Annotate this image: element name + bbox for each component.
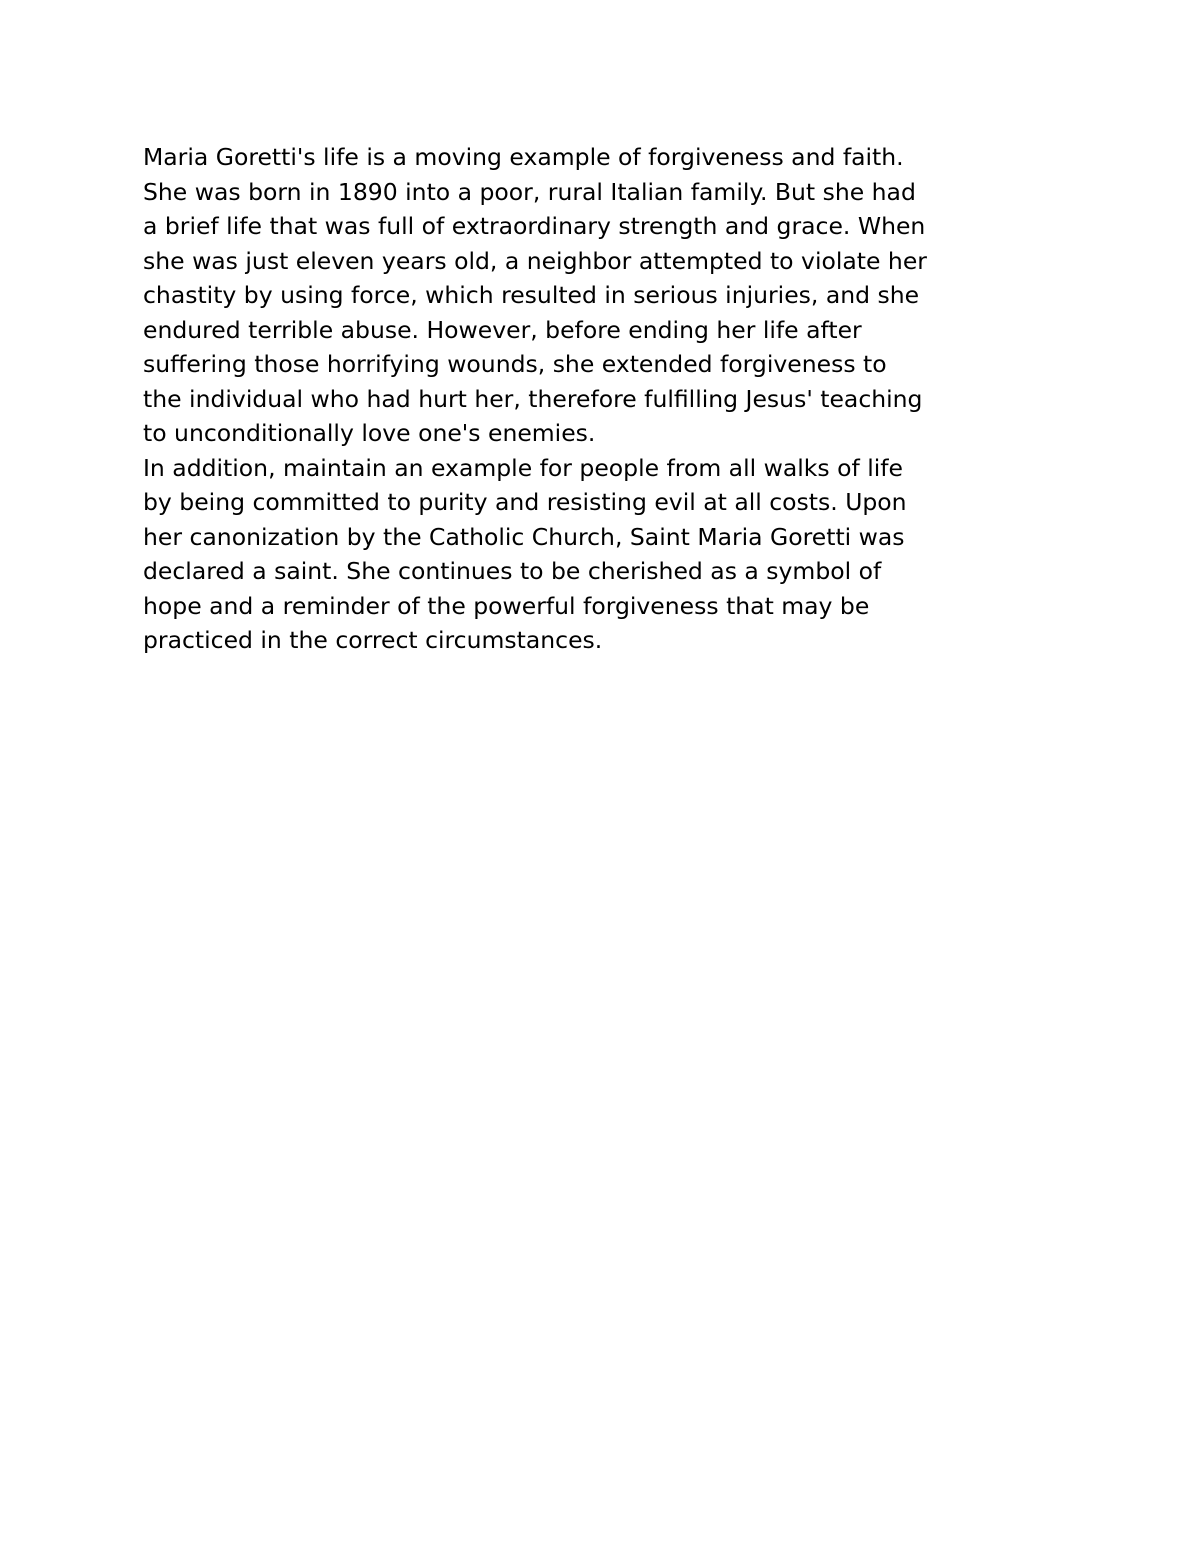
paragraph-1 — [143, 140, 1073, 451]
text-line: chastity by using force, which resulted in serious injuries, and she — [143, 281, 920, 309]
document-body — [143, 140, 1073, 658]
text-line: the individual who had hurt her, therefore fulfilling Jesus' teaching — [143, 384, 923, 413]
text-line: a brief life that was full of extraordinary strength and grace. When — [143, 212, 926, 240]
text-line: practiced in the correct circumstances. — [143, 626, 603, 654]
text-line: suffering those horrifying wounds, she extended forgiveness to — [143, 350, 887, 378]
text-line: hope and a reminder of the powerful forgiveness that may be — [143, 591, 870, 620]
text-line: to unconditionally love one's enemies. — [143, 419, 596, 447]
text-line: she was just eleven years old, a neighbor attempted to violate her — [143, 246, 927, 275]
text-line: endured terrible abuse. However, before ending her life after — [143, 315, 862, 344]
text-line: In addition, maintain an example for people from all walks of life — [143, 453, 903, 482]
text-line: by being committed to purity and resisting evil at all costs. Upon — [143, 488, 907, 516]
paragraph-2 — [143, 451, 1073, 658]
text-line: her canonization by the Catholic Church, Saint Maria Goretti was — [143, 522, 905, 551]
text-line: Maria Goretti's life is a moving example of forgiveness and faith. — [143, 143, 904, 171]
text-line: declared a saint. She continues to be cherished as a symbol of — [143, 557, 882, 585]
text-line: She was born in 1890 into a poor, rural Italian family. But she had — [143, 177, 916, 206]
